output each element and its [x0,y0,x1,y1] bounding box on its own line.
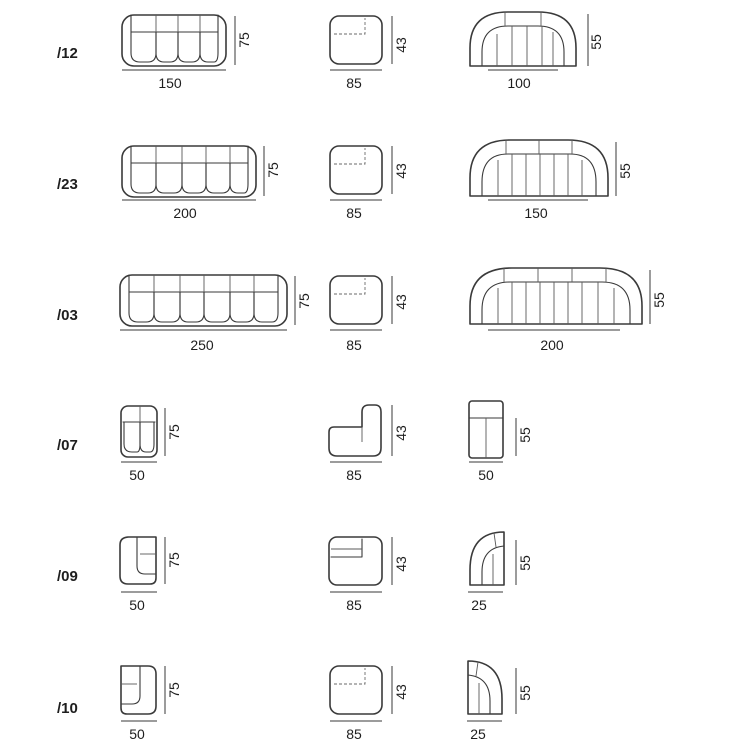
width-label: 85 [346,467,362,483]
width-label: 100 [507,75,531,91]
front-view-curved [470,12,576,66]
top-view-sofa [122,15,226,66]
width-label: 25 [471,597,487,613]
row-07 [57,401,533,483]
height-label: 55 [651,292,667,308]
width-label: 50 [478,467,494,483]
top-view-sofa [120,275,287,326]
row-code: /03 [57,307,78,324]
row-code: /07 [57,437,78,454]
width-label: 200 [173,205,197,221]
row-code: /12 [57,45,78,62]
side-view-module [330,666,382,714]
side-view-module [330,146,382,194]
front-view-quarter-mirrored [468,661,502,714]
height-label: 55 [517,427,533,443]
width-label: 85 [346,597,362,613]
height-label: 55 [517,685,533,701]
side-view-module [330,16,382,64]
width-label: 25 [470,726,486,742]
height-label: 55 [517,555,533,571]
height-label: 43 [393,294,409,310]
side-view-corner [329,537,382,585]
front-view-curved [470,268,642,324]
width-label: 50 [129,726,145,742]
row-09 [57,532,533,613]
row-code: /23 [57,176,78,193]
height-label: 43 [393,37,409,53]
row-code: /09 [57,568,78,585]
side-view-armless [329,405,381,456]
depth-label: 75 [236,32,252,48]
top-view-corner [120,537,156,584]
width-label: 85 [346,337,362,353]
front-view-armless [469,401,503,458]
depth-label: 75 [166,552,182,568]
width-label: 150 [158,75,182,91]
row-code: /10 [57,700,78,717]
width-label: 85 [346,205,362,221]
depth-label: 75 [166,682,182,698]
height-label: 43 [393,163,409,179]
top-view-corner-mirrored [121,666,156,714]
front-view-curved [470,140,608,196]
width-label: 85 [346,75,362,91]
depth-label: 75 [296,293,312,309]
row-12 [57,12,604,91]
width-label: 85 [346,726,362,742]
width-label: 50 [129,597,145,613]
width-label: 50 [129,467,145,483]
height-label: 43 [393,425,409,441]
height-label: 43 [393,556,409,572]
top-view-armless [121,406,157,457]
height-label: 55 [617,163,633,179]
top-view-sofa [122,146,256,197]
side-view-module [330,276,382,324]
row-10 [57,661,533,742]
width-label: 250 [190,337,214,353]
height-label: 55 [588,34,604,50]
width-label: 150 [524,205,548,221]
front-view-quarter [470,532,504,585]
depth-label: 75 [166,424,182,440]
row-23 [57,140,633,221]
row-03 [57,268,667,353]
width-label: 200 [540,337,564,353]
depth-label: 75 [265,162,281,178]
height-label: 43 [393,684,409,700]
